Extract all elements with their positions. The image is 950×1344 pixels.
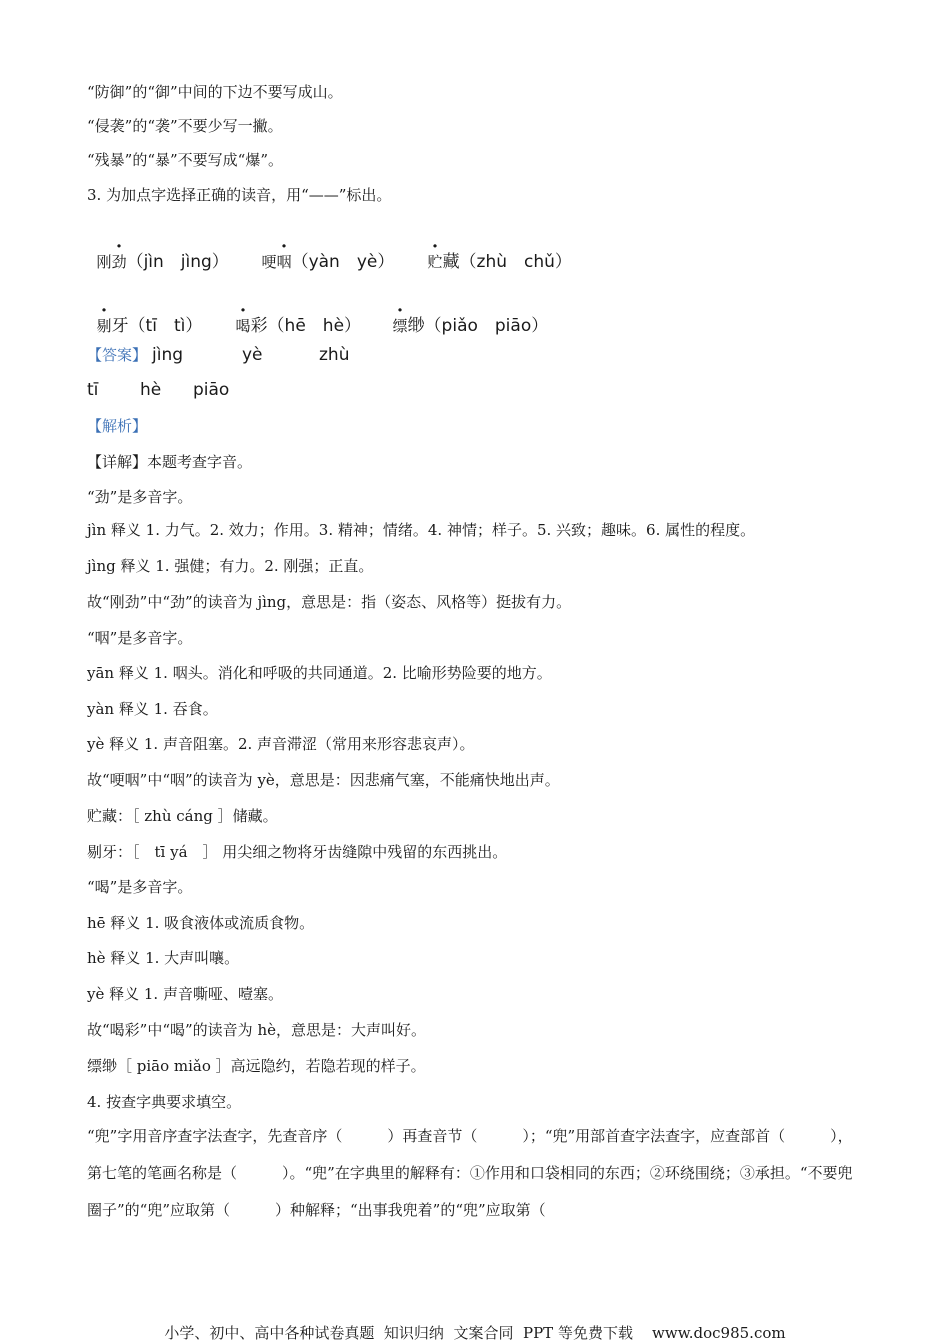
analysis-line: 缥缈［ piāo miǎo ］高远隐约，若隐若现的样子。: [87, 1057, 426, 1075]
option-zhucang: 贮藏（zhù chǔ）: [427, 252, 572, 272]
option-piaomiao: 缥缈（piǎo piāo）: [392, 316, 549, 336]
page-footer: 小学、初中、高中各种试卷真题 知识归纳 文案合同 PPT 等免费下载 www.doc985.com: [164, 1324, 786, 1342]
analysis-line: yè 释义 1. 声音阻塞。2. 声音滞涩（常用来形容悲哀声）。: [87, 735, 475, 753]
analysis-line: 【详解】本题考查字音。: [87, 453, 253, 471]
answer-2: yè: [242, 345, 263, 365]
answer-4: tī: [87, 380, 99, 400]
answer-3: zhù: [319, 345, 350, 365]
note-line-3: “残暴”的“暴”不要写成“爆”。: [87, 151, 284, 169]
analysis-line: hē 释义 1. 吸食液体或流质食物。: [87, 914, 315, 932]
analysis-line: yè 释义 1. 声音嘶哑、噎塞。: [87, 985, 283, 1003]
analysis-line: 故“喝彩”中“喝”的读音为 hè，意思是：大声叫好。: [87, 1021, 426, 1039]
analysis-line: 贮藏：［ zhù cáng ］储藏。: [87, 807, 278, 825]
answer-6: piāo: [193, 380, 230, 400]
analysis-line: jìng 释义 1. 强健；有力。2. 刚强；正直。: [87, 557, 374, 575]
note-line-1: “防御”的“御”中间的下边不要写成山。: [87, 83, 343, 101]
analysis-line: yān 释义 1. 咽头。消化和呼吸的共同通道。2. 比喻形势险要的地方。: [87, 664, 552, 682]
question-4-body: “兜”字用音序查字法查字，先查音序（ ）再查音节（ ）；“兜”用部首查字法查字，应查部首（ ），第七笔的笔画名称是（ ）。“兜”在字典里的解释有：①作用和口袋相同的东西；②环绕围绕；③承担。“不要兜圈子”的“兜”应取第（ ）种解释；“出事我兜着”的“兜”应取第（: [87, 1127, 853, 1219]
answer-1: jìng: [152, 345, 184, 365]
option-gengye: 哽咽（yàn yè）: [261, 252, 395, 272]
analysis-line: “劲”是多音字。: [87, 488, 193, 506]
option-tiya: 剔牙（tī tì）: [96, 316, 203, 336]
analysis-line: jìn 释义 1. 力气。2. 效力；作用。3. 精神；情绪。4. 神情；样子。5. 兴致；趣味。6. 属性的程度。: [87, 521, 756, 539]
analysis-line: “喝”是多音字。: [87, 878, 193, 896]
analysis-line: 剔牙：［ tī yá ］ 用尖细之物将牙齿缝隙中残留的东西挑出。: [87, 843, 508, 861]
analysis-line: hè 释义 1. 大声叫嚷。: [87, 949, 240, 967]
analysis-line: 故“哽咽”中“咽”的读音为 yè，意思是：因悲痛气塞，不能痛快地出声。: [87, 771, 560, 789]
analysis-line: “咽”是多音字。: [87, 629, 193, 647]
analysis-line: 故“刚劲”中“劲”的读音为 jìng，意思是：指（姿态、风格等）挺拔有力。: [87, 593, 572, 611]
option-hecai: 喝彩（hē hè）: [235, 316, 362, 336]
note-line-2: “侵袭”的“袭”不要少写一撇。: [87, 117, 283, 135]
question-3-title: 3. 为加点字选择正确的读音，用“——”标出。: [87, 186, 392, 204]
answer-label: 【答案】: [87, 346, 148, 364]
analysis-label: 【解析】: [87, 417, 148, 435]
question-4-title: 4. 按查字典要求填空。: [87, 1093, 242, 1111]
answer-5: hè: [140, 380, 162, 400]
analysis-line: yàn 释义 1. 吞食。: [87, 700, 218, 718]
option-gangjin: 刚劲（jìn jìng）: [96, 252, 229, 272]
